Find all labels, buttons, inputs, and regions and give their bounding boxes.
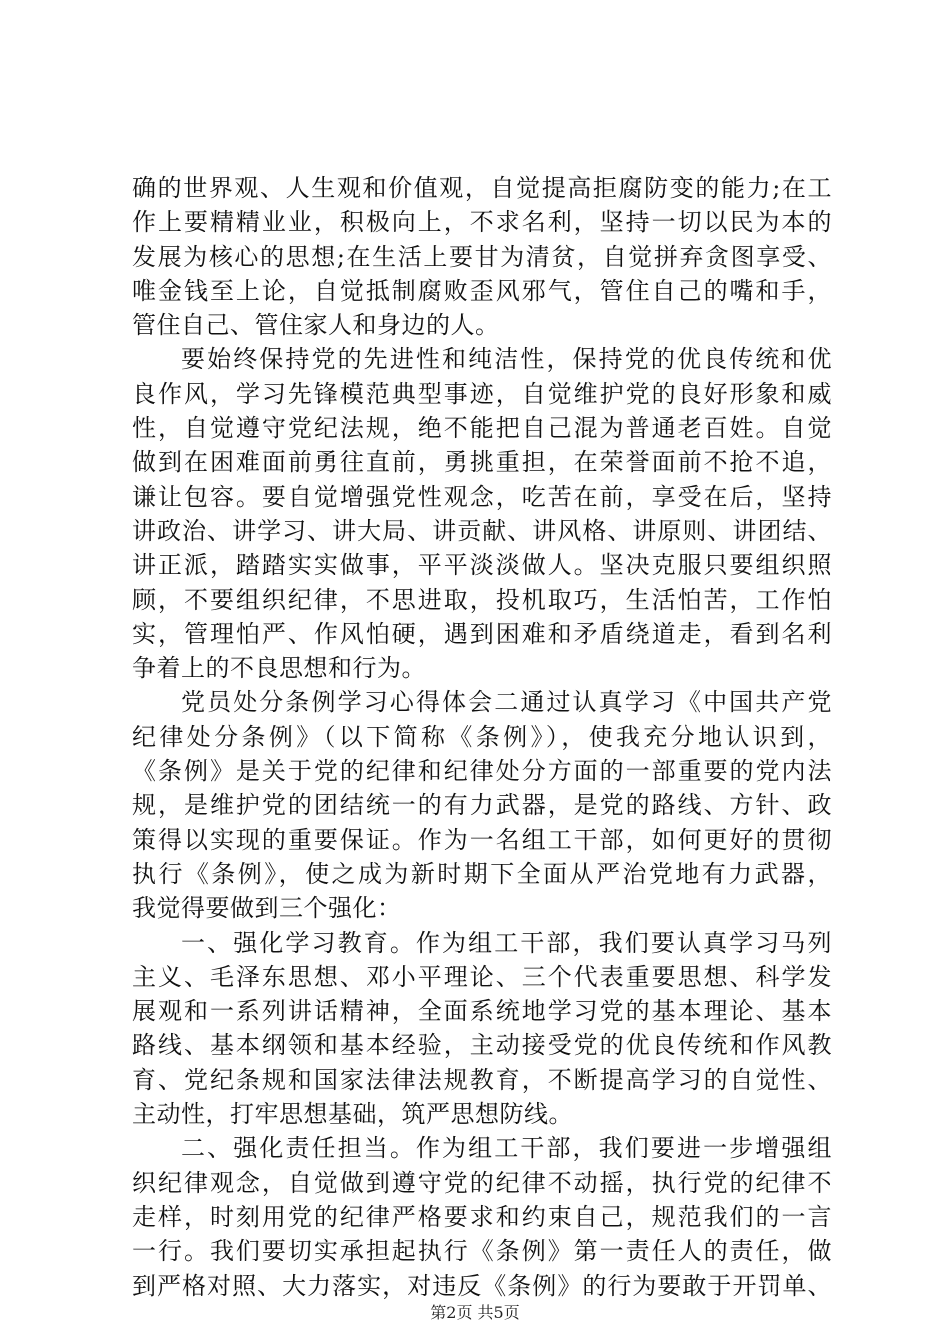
text-line: 织纪律观念，自觉做到遵守党的纪律不动摇，执行党的纪律不: [132, 1168, 832, 1197]
paragraph-first-line: 二、强化责任担当。作为组工干部，我们要进一步增强组: [181, 1134, 832, 1163]
text-line: 执行《条例》，使之成为新时期下全面从严治党地有力武器，: [132, 859, 832, 888]
text-line: 到严格对照、大力落实，对违反《条例》的行为要敢于开罚单、: [132, 1271, 832, 1300]
text-line: 一行。我们要切实承担起执行《条例》第一责任人的责任，做: [132, 1237, 832, 1266]
text-line: 讲政治、讲学习、讲大局、讲贡献、讲风格、讲原则、讲团结、: [132, 516, 832, 545]
text-line: 唯金钱至上论，自觉抵制腐败歪风邪气，管住自己的嘴和手，: [132, 276, 832, 305]
text-line: 育、党纪条规和国家法律法规教育，不断提高学习的自觉性、: [132, 1065, 832, 1094]
text-line: 主动性，打牢思想基础，筑严思想防线。: [132, 1100, 573, 1129]
text-line: 讲正派，踏踏实实做事，平平淡淡做人。坚决克服只要组织照: [132, 551, 832, 580]
text-line: 发展为核心的思想;在生活上要甘为清贫，自觉拼弃贪图享受、: [132, 242, 832, 271]
text-line: 规，是维护党的团结统一的有力武器，是党的路线、方针、政: [132, 791, 832, 820]
text-line: 争着上的不良思想和行为。: [132, 654, 426, 683]
text-line: 良作风，学习先锋模范典型事迹，自觉维护党的良好形象和威: [132, 379, 832, 408]
document-body: [132, 171, 832, 1303]
text-line: 策得以实现的重要保证。作为一名组工干部，如何更好的贯彻: [132, 825, 832, 854]
text-line: 做到在困难面前勇往直前，勇挑重担，在荣誉面前不抢不追，: [132, 448, 832, 477]
text-line: 作上要精精业业，积极向上，不求名利，坚持一切以民为本的: [132, 208, 832, 237]
page-footer: 第2页 共5页: [430, 1303, 520, 1322]
text-line: 我觉得要做到三个强化：: [132, 894, 402, 923]
text-line: 性，自觉遵守党纪法规，绝不能把自己混为普通老百姓。自觉: [132, 414, 832, 443]
text-line: 《条例》是关于党的纪律和纪律处分方面的一部重要的党内法: [132, 757, 832, 786]
paragraph-first-line: 党员处分条例学习心得体会二通过认真学习《中国共产党: [181, 688, 832, 717]
text-line: 管住自己、管住家人和身边的人。: [132, 311, 500, 340]
text-line: 主义、毛泽东思想、邓小平理论、三个代表重要思想、科学发: [132, 962, 832, 991]
text-line: 展观和一系列讲话精神，全面系统地学习党的基本理论、基本: [132, 997, 832, 1026]
text-line: 走样，时刻用党的纪律严格要求和约束自己，规范我们的一言: [132, 1202, 832, 1231]
paragraph-first-line: 要始终保持党的先进性和纯洁性，保持党的优良传统和优: [181, 345, 832, 374]
text-line: 确的世界观、人生观和价值观，自觉提高拒腐防变的能力;在工: [132, 174, 832, 202]
text-line: 谦让包容。要自觉增强党性观念，吃苦在前，享受在后，坚持: [132, 482, 832, 511]
text-line: 纪律处分条例》（以下简称《条例》），使我充分地认识到，: [132, 722, 832, 751]
paragraph-first-line: 一、强化学习教育。作为组工干部，我们要认真学习马列: [181, 928, 832, 957]
text-line: 实，管理怕严、作风怕硬，遇到困难和矛盾绕道走，看到名利: [132, 619, 832, 648]
text-line: 路线、基本纲领和基本经验，主动接受党的优良传统和作风教: [132, 1031, 832, 1060]
text-line: 顾，不要组织纪律，不思进取，投机取巧，生活怕苦，工作怕: [132, 585, 832, 614]
